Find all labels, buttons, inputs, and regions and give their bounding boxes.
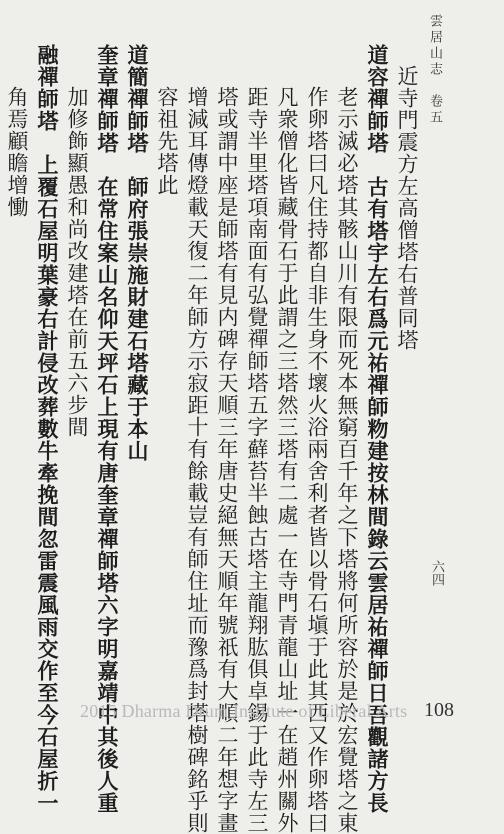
footer-credit: 2015 Dharma Drum Institute of Liberal Arts — [80, 701, 408, 721]
text-column: 距寺半里塔項南面有弘覺禪師塔五字蘚苔半蝕古塔主龍翔肱俱卓錫于此寺左三 — [245, 86, 269, 834]
text-column: 作卵塔曰凡住持都自非生身不壞火浴兩舍利者皆以骨石塡于此其西又作卵塔曰 — [305, 86, 329, 834]
section-heading-column: 融禪師塔 上覆石屋明葉豪右計侵改葬數牛牽挽間忽雷震風雨交作至今石屋折一 — [35, 44, 60, 814]
text-column: 老示滅必塔其骸山川有限而死本無窮百千年之下塔將何所容於是於宏覺塔之東 — [335, 86, 359, 834]
section-heading-column: 道簡禪師塔 師府張崇施財建石塔藏于本山 — [125, 44, 150, 462]
text-column: 近寺門震方左高僧塔右普同塔 — [395, 65, 419, 351]
section-heading-column: 道容禪師塔 古有塔宇左右爲元祐禪師粅建按林間錄云雲居祐禪師日吾觀諸方長 — [365, 44, 390, 814]
text-column: 塔或謂中座是師塔有見内碑存天順三年唐史絕無天順年號祇有大順二年想字畫 — [215, 86, 239, 834]
text-column: 增減耳傳燈載天復二年師方示寂距十有餘載豈有師住址而豫爲封塔樹碑銘乎則 — [185, 86, 209, 834]
text-column: 凡衆僧化皆藏骨石于此謂之三塔然三塔有二處一在寺門青龍山址一在趙州關外 — [275, 86, 299, 834]
footer-page-number: 108 — [424, 699, 454, 721]
running-title: 雲居山志 卷五 — [427, 14, 442, 126]
text-column: 角焉顧瞻增慟 — [5, 86, 29, 218]
section-heading-column: 奎章禪師塔 在常住案山名仰天坪石上現有唐奎章禪師塔六字明嘉靖中其後人重 — [95, 44, 120, 814]
text-column: 容祖先塔此 — [155, 86, 179, 196]
page-number-cn: 六四 — [429, 560, 444, 586]
text-column: 加修飾顯愚和尚改建塔在前五六步間 — [65, 86, 89, 438]
